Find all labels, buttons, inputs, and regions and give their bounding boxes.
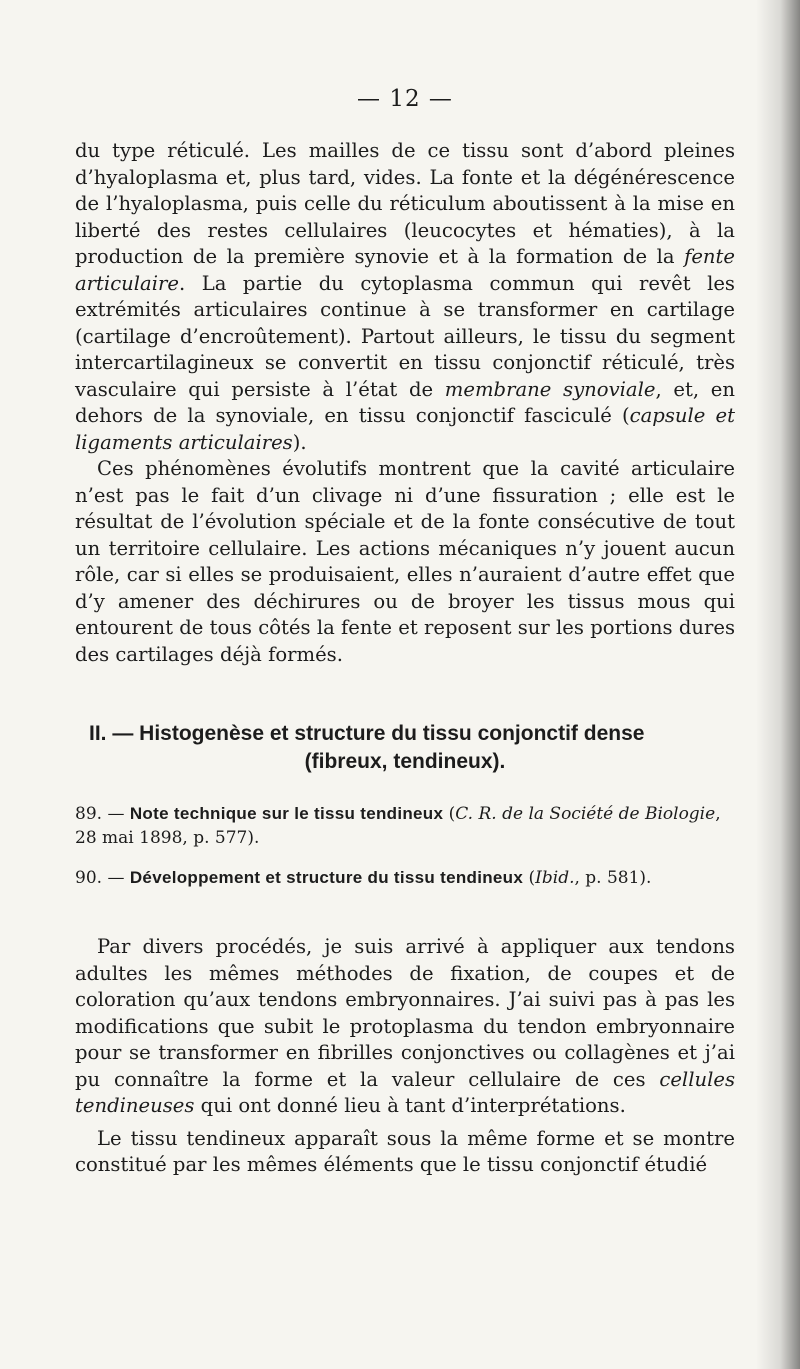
italic-term: membrane synoviale: [444, 377, 656, 401]
entry-title: Développement et structure du tissu tendineux: [129, 868, 524, 887]
page-content: [75, 86, 735, 1179]
section-heading-line1: II. — Histogenèse et structure du tissu conjonctif dense: [89, 722, 645, 745]
text-run: , et, en dehors de la synoviale, en tissu conjonctif fasciculé (: [75, 377, 735, 427]
text-run: ).: [292, 430, 307, 454]
paragraph-tendon-tissue: Le tissu tendineux apparaît sous la même forme et se montre constitué par les mêmes éléments que le tissu conjonctif étudié: [75, 1126, 735, 1176]
page-number: — 12 —: [357, 86, 453, 112]
section-heading: [75, 720, 735, 776]
entry-ref: (: [523, 868, 536, 888]
text-run: Par divers procédés, je suis arrivé à appliquer aux tendons adultes les mêmes méthodes de fixation, de coupes et de coloration qu’aux tendons embryonnaires. J’ai suivi pas à pas les modifications que subit le protoplasma du tendon embryonnaire pour se transformer en fibrilles conjonctives ou collagènes et j’ai pu connaître la forme et la valeur cellulaire de ces: [75, 935, 735, 1091]
text-run: qui ont donné lieu à tant d’interprétations.: [194, 1094, 626, 1117]
entry-source: C. R. de la Société de Biologie: [455, 804, 716, 824]
text-run: du type réticulé. Les mailles de ce tissu sont d’abord pleines d’hyaloplasma et, plus tard, vides. La fonte et la dégénérescence de l’hyaloplasma, puis celle du réticulum aboutissent à la mise en liberté des restes cellulaires (leucocytes et hématies), à la production de la première synovie et à la formation de la: [75, 139, 735, 268]
entry-number: 90. —: [75, 868, 125, 888]
entry-number: 89. —: [75, 804, 125, 824]
italic-term: capsule et ligaments articulaires: [75, 404, 736, 454]
italic-term: fente articulaire: [75, 245, 735, 295]
italic-term: cellules tendineuses: [75, 1067, 735, 1117]
paragraph-methods: [75, 934, 735, 1120]
bibliography-entry-89: [75, 802, 735, 850]
entry-ref-detail: , 28 mai 1898, p. 577).: [75, 804, 721, 848]
paragraph-evolution: Ces phénomènes évolutifs montrent que la cavité articulaire n’est pas le fait d’un clivage ni d’une fissuration ; elle est le résultat de l’évolution spéciale et de la fonte consécutive de tout un territoire cellulaire. Les actions mécaniques n’y jouent aucun rôle, car si elles se produisaient, elles n’auraient d’autre effet que d’y amener des déchirures ou de broyer les tissus mous qui entourent de tous côtés la fente et reposent sur les portions dures des cartilages déjà formés.: [75, 457, 735, 666]
paragraph-joint-cavity: [75, 138, 735, 456]
entry-ref-detail: , p. 581).: [574, 868, 652, 888]
text-run: . La partie du cytoplasma commun qui revêt les extrémités articulaires continue à se transformer en cartilage (cartilage d’encroûtement). Partout ailleurs, le tissu du segment intercartilagineux se convertit en tissu conjonctif réticulé, très vasculaire qui persiste à l’état de: [75, 271, 735, 401]
section-heading-line2: (fibreux, tendineux).: [304, 750, 506, 773]
entry-source: Ibid.: [535, 868, 575, 888]
spacer: [75, 906, 735, 934]
entry-ref: (: [443, 804, 456, 824]
bibliography-entry-90: [75, 866, 735, 890]
page-edge-shadow: [756, 0, 800, 1369]
entry-title: Note technique sur le tissu tendineux: [129, 804, 444, 823]
